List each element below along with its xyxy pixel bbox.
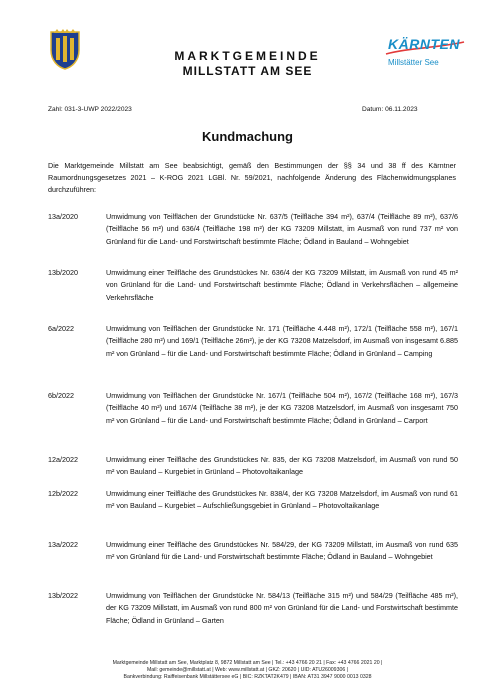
document-title: Kundmachung <box>202 129 293 144</box>
municipality-line2: MILLSTATT AM SEE <box>182 64 313 78</box>
entry-text: Umwidmung einer Teilfläche des Grundstückes Nr. 584/29, der KG 73209 Millstatt, im Ausmaß von rund 635 m² von Grünland für die Land- und Forstwirtschaft bestimmte Fläche; Ödland in Bauland – Wohngebiet <box>106 540 458 562</box>
entry-code: 6b/2022 <box>48 391 74 400</box>
reference-number: Zahl: 031-3-UWP 2022/2023 <box>48 106 132 113</box>
entry-code: 13a/2022 <box>48 540 78 549</box>
entry-text: Umwidmung von Teilflächen der Grundstücke Nr. 584/13 (Teilfläche 315 m²) und 584/29 (Teilfläche 485 m²), der KG 73209 Millstatt, im Ausmaß von rund 800 m² von Grünland für die Land- und Forstwirtschaft bestimmte Fläche; Ödland in Grünland – Garten <box>106 591 458 625</box>
list-item <box>48 590 458 628</box>
municipality-name <box>140 49 355 79</box>
kaernten-logo <box>382 34 468 76</box>
entry-text: Umwidmung von Teilflächen der Grundstücke Nr. 171 (Teilfläche 4.448 m²), 172/1 (Teilfläche 558 m²), 167/1 (Teilfläche 280 m²) und 169/1 (Teilfläche 26m²), je der KG 73208 Matzelsdorf, im Ausmaß von insgesamt 6.885 m² von Grünland – für die Land- und Forstwirtschaft bestimmte Fläche; Ödland in Grünland – Camping <box>106 324 458 358</box>
list-item <box>48 539 458 590</box>
entry-code: 13b/2020 <box>48 268 78 277</box>
entry-text: Umwidmung einer Teilfläche des Grundstückes Nr. 636/4 der KG 73209 Millstatt, im Ausmaß von rund 45 m² von Grünland für die Land- und Forstwirtschaft bestimmte Fläche; Ödland in Verkehrsflächen – allgemeine Verkehrsfläche <box>106 268 458 302</box>
intro-paragraph: Die Marktgemeinde Millstatt am See beabsichtigt, gemäß den Bestimmungen der §§ 34 und 38 ff des Kärntner Raumordnungsgesetzes 2021 – K-ROG 2021 LGBl. Nr. 59/2021, nachfolgende Änderung des Flächenwidmungsplanes durchzuführen: <box>48 161 456 195</box>
logo-subtitle: Millstätter See <box>388 58 439 67</box>
entry-code: 6a/2022 <box>48 324 74 333</box>
entry-code: 13b/2022 <box>48 591 78 600</box>
footer-address: Marktgemeinde Millstatt am See, Marktplatz 8, 9872 Millstatt am See | Tel.: +43 4766 20 21 | Fax: +43 4766 2021 20 | <box>112 660 383 666</box>
list-item <box>48 267 458 323</box>
municipality-line1: MARKTGEMEINDE <box>174 49 321 63</box>
entry-text: Umwidmung einer Teilfläche des Grundstückes Nr. 838/4, der KG 73208 Matzelsdorf, im Ausmaß von rund 61 m² von Bauland – Kurgebiet – Aufschließungsgebiet in Grünland – Photovoltaikanlage <box>106 489 458 511</box>
footer-contact: Mail: gemeinde@millstatt.at | Web: www.millstatt.at | GKZ: 20620 | UID: ATU26009306 | <box>146 667 349 673</box>
entry-text: Umwidmung von Teilflächen der Grundstücke Nr. 167/1 (Teilfläche 504 m²), 167/2 (Teilfläche 168 m²), 167/3 (Teilfläche 40 m²) und 167/4 (Teilfläche 38 m²), je der KG 73208 Matzelsdorf, im Ausmaß von insgesamt 750 m² von Grünland – für die Land- und Forstwirtschaft bestimmte Fläche; Ödland in Grünland – Carport <box>106 391 458 425</box>
coat-of-arms-icon <box>48 28 82 70</box>
footer-bank: Bankverbindung: Raiffeisenbank Millstättersee eG | BIC: RZKTAT2K479 | IBAN: AT31 3947 9000 0013 0328 <box>123 674 372 680</box>
entry-code: 12b/2022 <box>48 489 78 498</box>
rezoning-list <box>48 211 458 628</box>
list-item <box>48 454 458 488</box>
logo-brand: KÄRNTEN <box>388 36 460 52</box>
page-footer <box>0 660 495 681</box>
list-item <box>48 323 458 390</box>
list-item <box>48 390 458 454</box>
entry-text: Umwidmung von Teilflächen der Grundstücke Nr. 637/5 (Teilfläche 394 m²), 637/4 (Teilfläche 89 m²), 637/6 (Teilfläche 56 m²) und 636/4 (Teilfläche 198 m²) der KG 73209 Millstatt, im Ausmaß von rund 737 m² von Grünland für die Land- und Forstwirtschaft bestimmte Fläche; Ödland in Bauland – Wohngebiet <box>106 212 458 246</box>
list-item <box>48 211 458 267</box>
list-item <box>48 488 458 539</box>
entry-code: 12a/2022 <box>48 455 78 464</box>
entry-text: Umwidmung einer Teilfläche des Grundstückes Nr. 835, der KG 73208 Matzelsdorf, im Ausmaß von rund 50 m² von Bauland – Kurgebiet in Grünland – Photovoltaikanlage <box>106 455 458 477</box>
entry-code: 13a/2020 <box>48 212 78 221</box>
document-date: Datum: 06.11.2023 <box>362 106 418 113</box>
